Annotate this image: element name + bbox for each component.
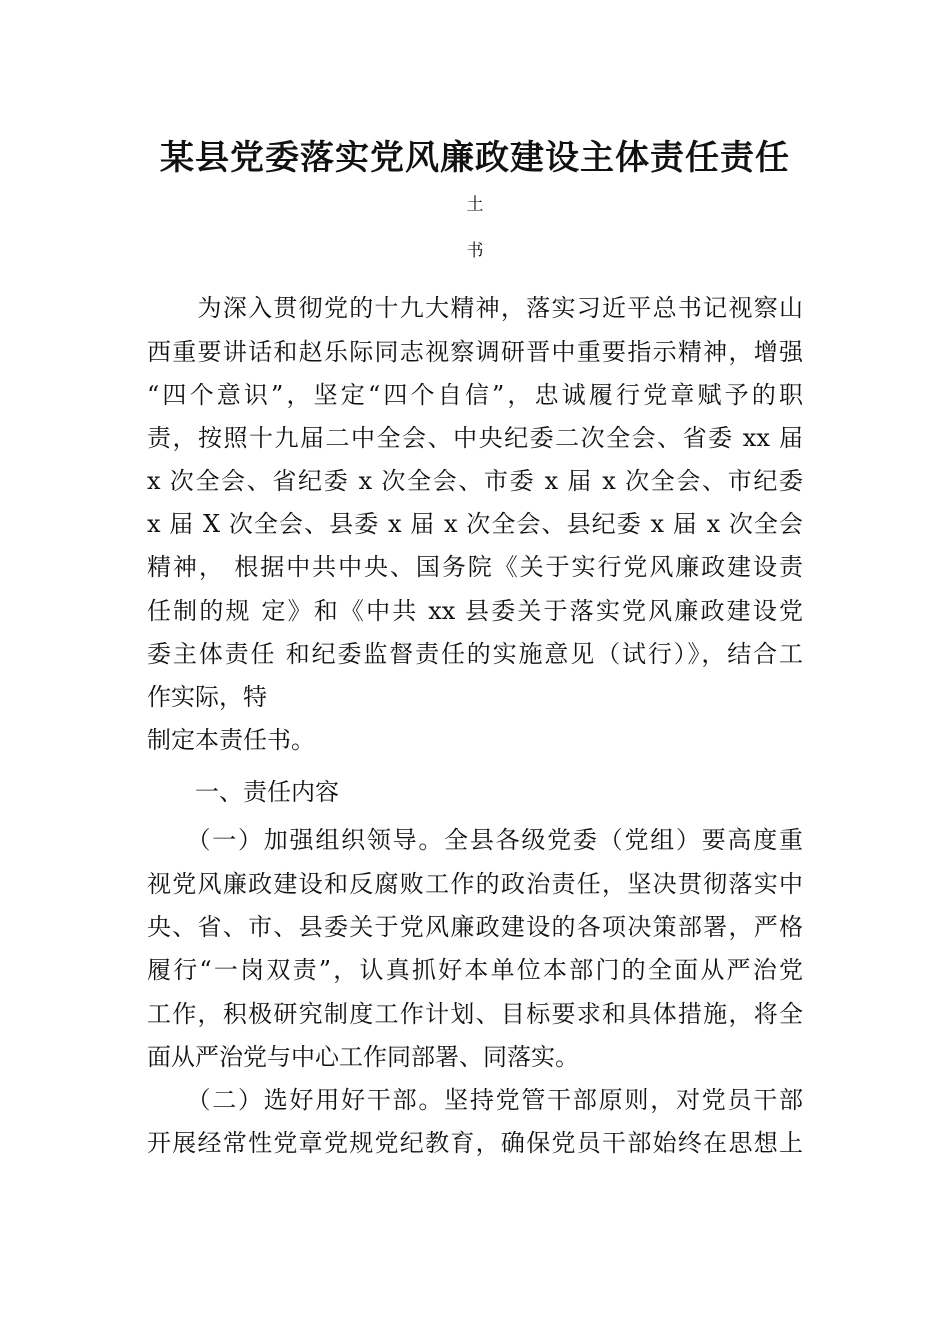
body-line: （二）选好用好干部。坚持党管干部原则，对党员干部 — [147, 1086, 803, 1114]
body-line: 视党风廉政建设和反腐败工作的政治责任，坚决贯彻落实中 — [147, 870, 803, 898]
body-line: 精神， 根据中共中央、国务院《关于实行党风廉政建设责 — [147, 553, 803, 581]
body-line: x 届 X 次全会、县委 x 届 x 次全会、县纪委 x 届 x 次全会 — [147, 510, 803, 538]
body-line: “四个意识”，坚定“四个自信”，忠诚履行党章赋予的职 — [147, 381, 803, 409]
subtitle-line-2: 书 — [466, 241, 484, 261]
subtitle-line-1: 土 — [466, 195, 484, 215]
body-line: 工作，积极研究制度工作计划、目标要求和具体措施，将全 — [147, 1000, 803, 1028]
body-line: 为深入贯彻党的十九大精神，落实习近平总书记视察山 — [147, 294, 803, 322]
body-line: 任制的规 定》和《中共 xx 县委关于落实党风廉政建设党 — [147, 597, 803, 625]
body-line: 西重要讲话和赵乐际同志视察调研晋中重要指示精神，增强 — [147, 338, 803, 366]
section-heading: 一、责任内容 — [147, 778, 339, 806]
body-line: （一）加强组织领导。全县各级党委（党组）要高度重 — [147, 826, 803, 854]
body-line: 责，按照十九届二中全会、中央纪委二次全会、省委 xx 届 — [147, 424, 803, 452]
body-line: 央、省、市、县委关于党风廉政建设的各项决策部署，严格 — [147, 913, 803, 941]
body-line: 作实际，特 — [147, 683, 267, 711]
body-line: 委主体责任 和纪委监督责任的实施意见（试行）》，结合工 — [147, 640, 803, 668]
body-line: 制定本责任书。 — [147, 726, 315, 754]
body-line: x 次全会、省纪委 x 次全会、市委 x 届 x 次全会、市纪委 — [147, 467, 803, 495]
document-title: 某县党委落实党风廉政建设主体责任责任 — [160, 138, 790, 178]
body-line: 履行“一岗双责”，认真抓好本单位本部门的全面从严治党 — [147, 956, 803, 984]
body-line: 开展经常性党章党规党纪教育，确保党员干部始终在思想上 — [147, 1129, 803, 1157]
body-line: 面从严治党与中心工作同部署、同落实。 — [147, 1043, 579, 1071]
